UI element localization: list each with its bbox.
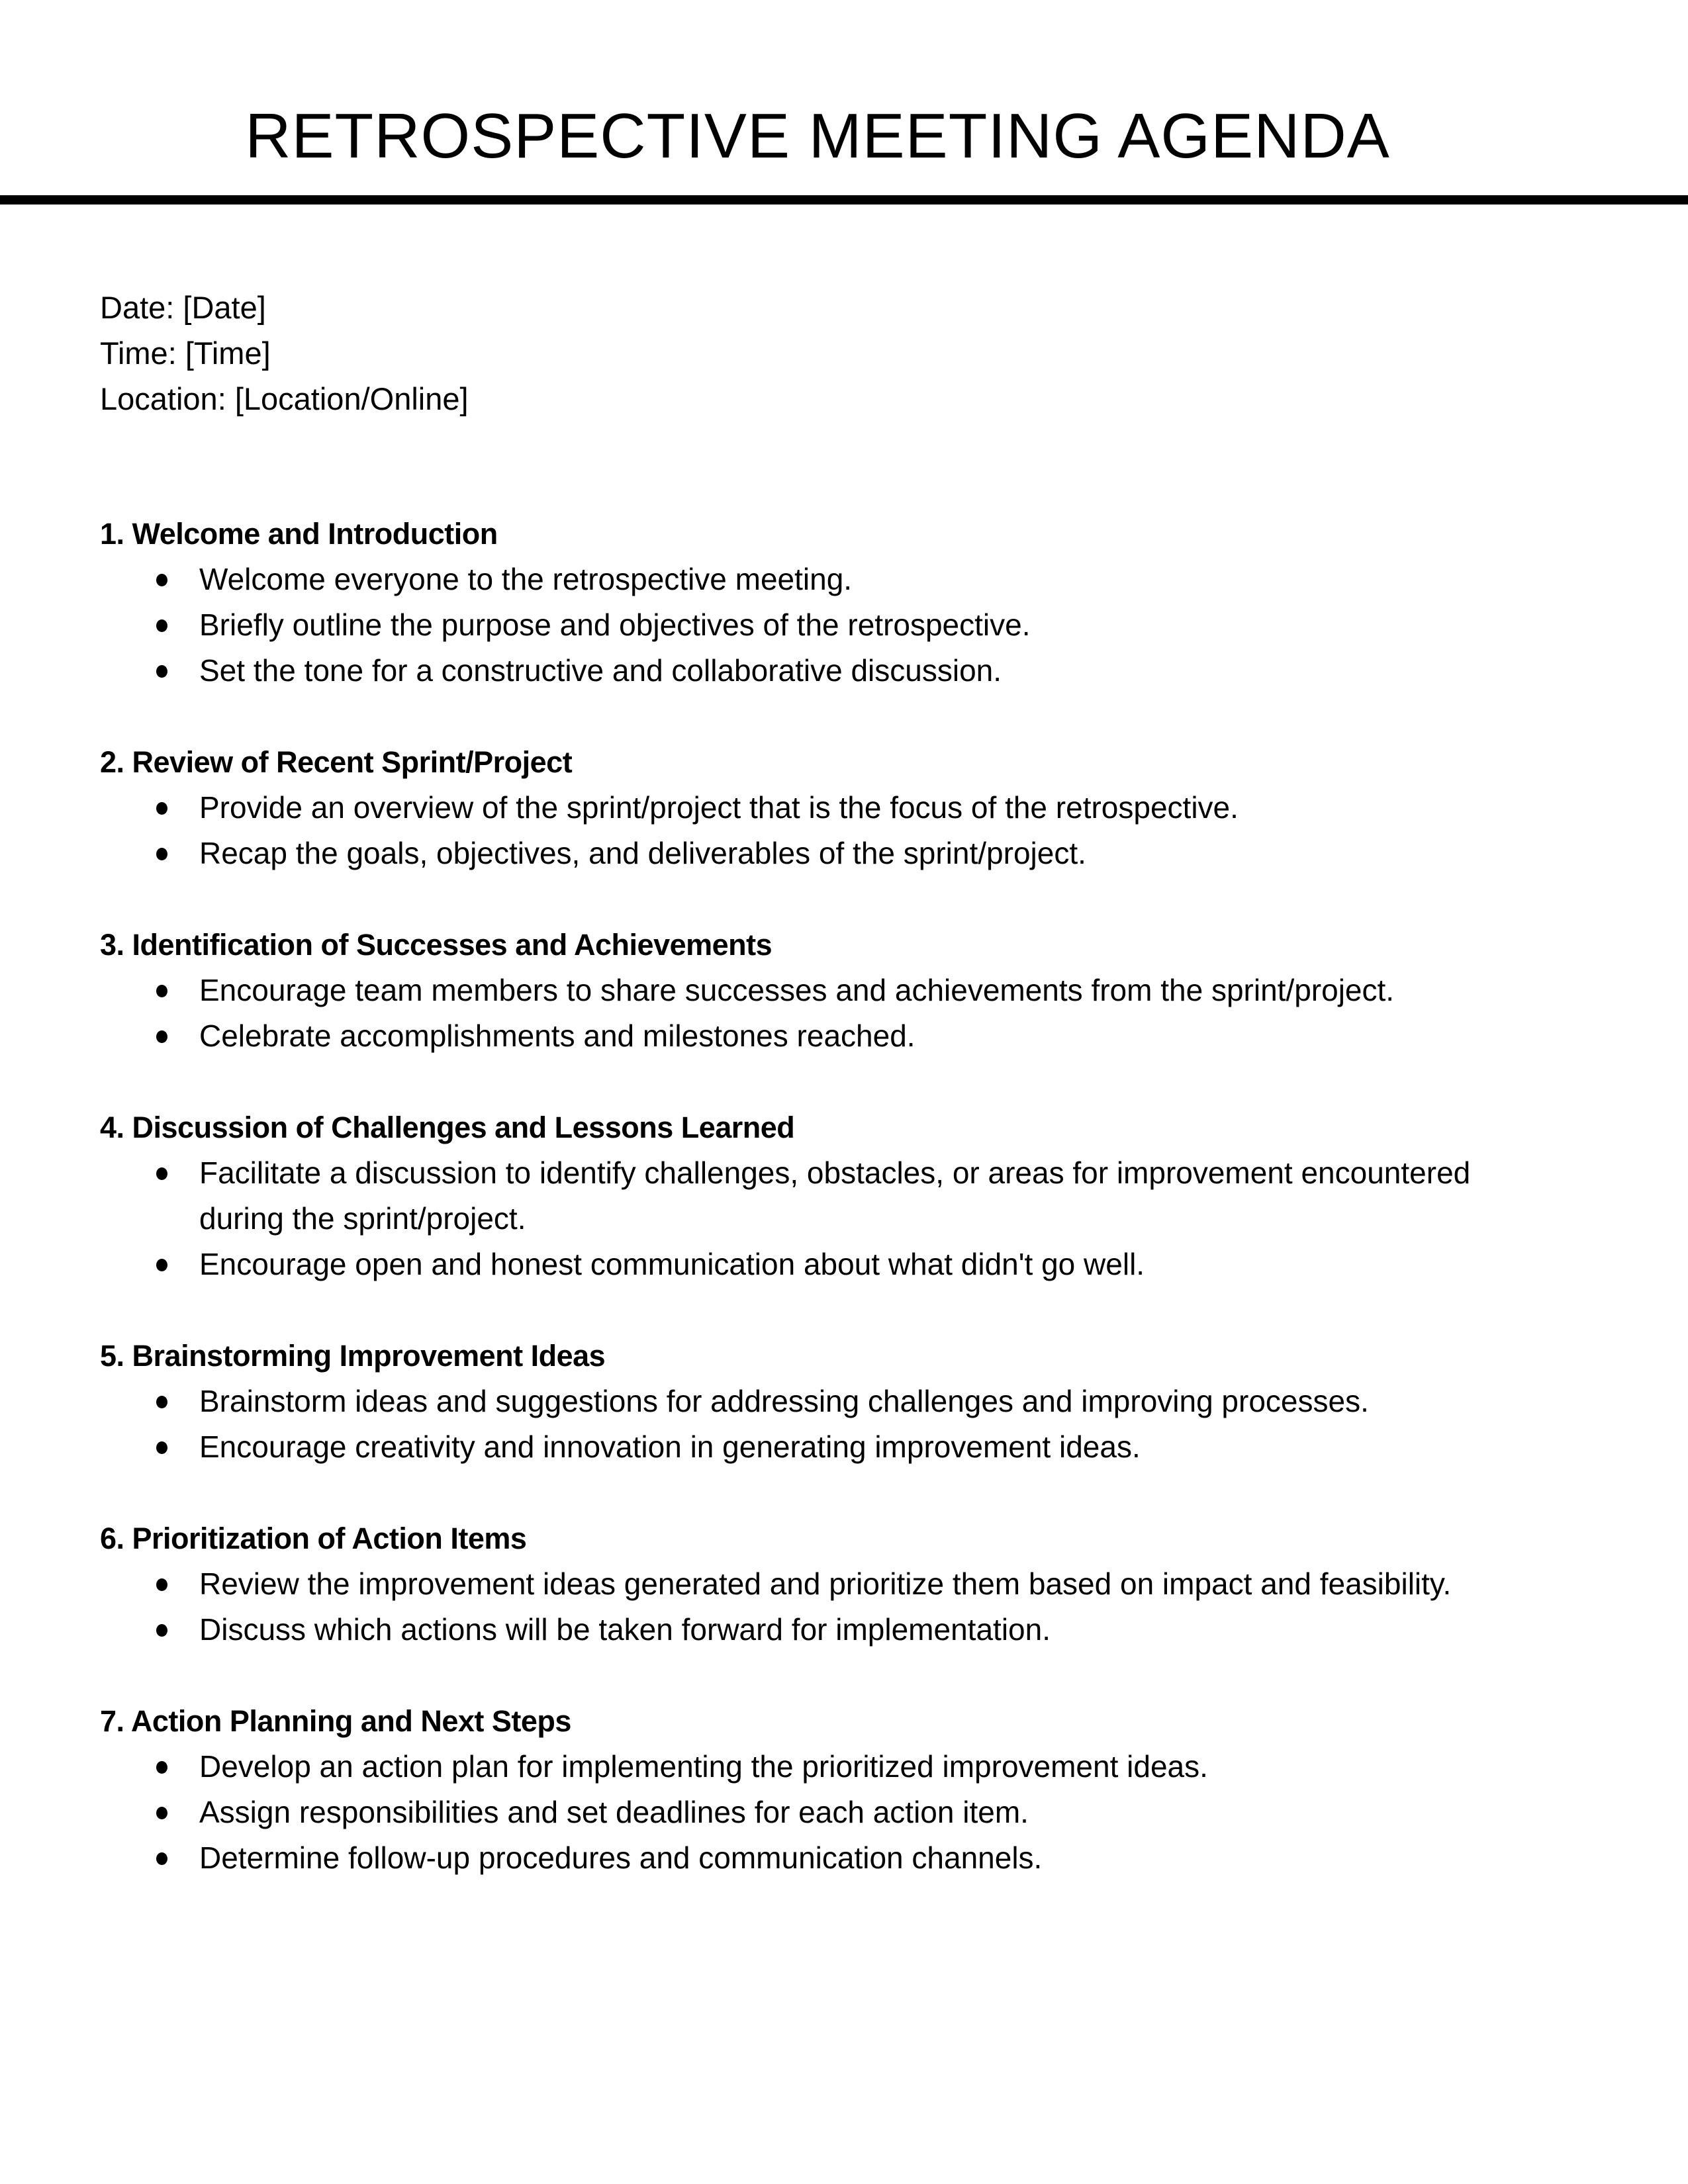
- agenda-section-welcome: [100, 511, 1589, 694]
- bullet-icon: [156, 619, 167, 632]
- list-item: [100, 1242, 1523, 1287]
- list-item: [100, 1150, 1523, 1242]
- list-item: [100, 1607, 1523, 1653]
- list-item-text: Determine follow-up procedures and communication channels.: [199, 1841, 1043, 1875]
- list-item: [100, 968, 1523, 1013]
- list-item: [100, 1013, 1523, 1059]
- section-heading: 3. Identification of Successes and Achievements: [100, 928, 773, 962]
- section-heading: 1. Welcome and Introduction: [100, 517, 498, 551]
- agenda: [100, 511, 1589, 1927]
- list-item: [100, 648, 1523, 694]
- agenda-section-prioritization: [100, 1516, 1589, 1653]
- list-item-text: Briefly outline the purpose and objectives of the retrospective.: [199, 608, 1031, 642]
- date-value: [Date]: [183, 290, 266, 325]
- list-item: [100, 1835, 1523, 1881]
- page-title: RETROSPECTIVE MEETING AGENDA: [245, 101, 1390, 171]
- location-line: [100, 376, 469, 422]
- time-label: Time:: [100, 336, 177, 371]
- bullet-icon: [156, 1852, 167, 1865]
- date-label: Date:: [100, 290, 175, 325]
- bullet-icon: [156, 1030, 167, 1043]
- list-item-text: Welcome everyone to the retrospective meeting.: [199, 562, 853, 596]
- title-divider: [0, 195, 1688, 205]
- bullet-icon: [156, 1624, 167, 1637]
- time-value: [Time]: [185, 336, 271, 371]
- agenda-section-challenges: [100, 1105, 1589, 1287]
- list-item-text: Develop an action plan for implementing the prioritized improvement ideas.: [199, 1749, 1208, 1784]
- agenda-section-brainstorming: [100, 1333, 1589, 1470]
- bullet-list: [100, 1379, 1589, 1470]
- bullet-icon: [156, 1259, 167, 1271]
- bullet-icon: [156, 1807, 167, 1819]
- bullet-icon: [156, 1578, 167, 1591]
- bullet-list: [100, 1744, 1589, 1881]
- list-item-text: Celebrate accomplishments and milestones reached.: [199, 1019, 915, 1053]
- list-item-text: Set the tone for a constructive and collaborative discussion.: [199, 653, 1002, 688]
- list-item: [100, 1379, 1523, 1424]
- list-item-text: Provide an overview of the sprint/project that is the focus of the retrospective.: [199, 790, 1239, 825]
- bullet-icon: [156, 1167, 167, 1180]
- bullet-icon: [156, 1441, 167, 1454]
- list-item: [100, 602, 1523, 648]
- list-item-text: Review the improvement ideas generated and prioritize them based on impact and feasibility.: [199, 1567, 1452, 1601]
- location-label: Location:: [100, 381, 226, 416]
- meeting-details: [100, 285, 469, 422]
- list-item-text: Encourage creativity and innovation in generating improvement ideas.: [199, 1430, 1141, 1464]
- agenda-section-review: [100, 739, 1589, 876]
- list-item-text: Brainstorm ideas and suggestions for addressing challenges and improving processes.: [199, 1384, 1369, 1418]
- bullet-icon: [156, 985, 167, 997]
- agenda-section-action-planning: [100, 1698, 1589, 1881]
- time-line: [100, 330, 469, 376]
- list-item-text: Encourage open and honest communication about what didn't go well.: [199, 1247, 1145, 1281]
- list-item-text: Discuss which actions will be taken forward for implementation.: [199, 1612, 1051, 1647]
- list-item-text: Recap the goals, objectives, and deliverables of the sprint/project.: [199, 836, 1086, 870]
- bullet-icon: [156, 802, 167, 815]
- bullet-icon: [156, 1761, 167, 1774]
- section-heading: 6. Prioritization of Action Items: [100, 1522, 527, 1555]
- list-item-text: Assign responsibilities and set deadlines for each action item.: [199, 1795, 1029, 1829]
- bullet-icon: [156, 848, 167, 860]
- bullet-list: [100, 1150, 1589, 1287]
- bullet-icon: [156, 665, 167, 678]
- section-heading: 5. Brainstorming Improvement Ideas: [100, 1339, 606, 1373]
- agenda-section-successes: [100, 922, 1589, 1059]
- list-item-text: Encourage team members to share successes and achievements from the sprint/project.: [199, 973, 1395, 1007]
- bullet-icon: [156, 1396, 167, 1408]
- section-heading: 4. Discussion of Challenges and Lessons Learned: [100, 1111, 795, 1144]
- list-item: [100, 557, 1523, 602]
- list-item: [100, 1424, 1523, 1470]
- bullet-list: [100, 557, 1589, 694]
- list-item: [100, 1790, 1523, 1835]
- section-heading: 2. Review of Recent Sprint/Project: [100, 745, 573, 779]
- bullet-list: [100, 968, 1589, 1059]
- location-value: [Location/Online]: [234, 381, 469, 416]
- section-heading: 7. Action Planning and Next Steps: [100, 1704, 571, 1738]
- list-item: [100, 785, 1523, 831]
- bullet-list: [100, 1561, 1589, 1653]
- list-item: [100, 1561, 1523, 1607]
- list-item: [100, 831, 1523, 876]
- bullet-list: [100, 785, 1589, 876]
- bullet-icon: [156, 574, 167, 586]
- list-item: [100, 1744, 1523, 1790]
- list-item-text: Facilitate a discussion to identify challenges, obstacles, or areas for improvement encountered during the sprint/project.: [199, 1156, 1471, 1236]
- date-line: [100, 285, 469, 330]
